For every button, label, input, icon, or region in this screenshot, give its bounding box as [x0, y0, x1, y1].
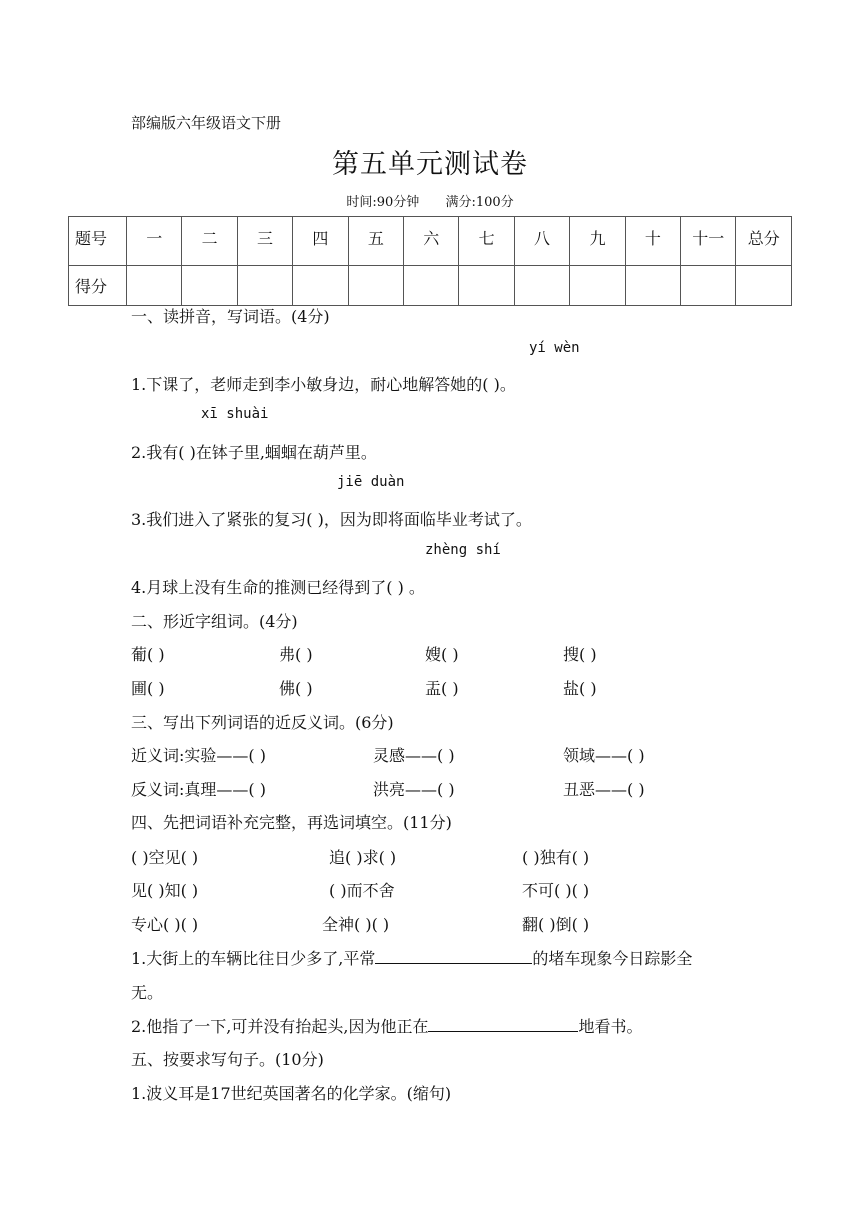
col-header: 总分	[736, 217, 792, 266]
score-cell[interactable]	[404, 266, 459, 306]
section-5-heading: 五、按要求写句子。(10分)	[131, 1050, 324, 1069]
fill-question-2-start: 2.他指了一下,可并没有抬起头,因为他正在	[131, 1017, 429, 1036]
idiom-item: 翻( )倒( )	[522, 915, 590, 934]
word-group-item: 盂( )	[425, 679, 459, 698]
score-cell[interactable]	[293, 266, 348, 306]
score-cell[interactable]	[514, 266, 569, 306]
section-2-heading: 二、形近字组词。(4分)	[131, 612, 298, 631]
idiom-item: 全神( )( )	[322, 915, 390, 934]
score-table-header-row	[69, 217, 792, 266]
col-header: 六	[404, 217, 459, 266]
pinyin-hint: jiē duàn	[337, 474, 405, 490]
score-cell[interactable]	[681, 266, 736, 306]
answer-blank[interactable]	[375, 962, 532, 964]
pinyin-hint: yí wèn	[529, 340, 580, 356]
score-table-score-row	[69, 266, 792, 306]
fill-question-1-start: 1.大街上的车辆比往日少多了,平常	[131, 949, 376, 968]
col-header: 五	[348, 217, 403, 266]
col-header: 十	[625, 217, 680, 266]
score-cell[interactable]	[182, 266, 237, 306]
col-header: 七	[459, 217, 514, 266]
idiom-item: 追( )求( )	[329, 848, 397, 867]
score-cell[interactable]	[736, 266, 792, 306]
answer-blank[interactable]	[428, 1030, 578, 1032]
word-group-item: 搜( )	[563, 645, 597, 664]
col-header: 二	[182, 217, 237, 266]
section-4-heading: 四、先把词语补充完整，再选词填空。(11分)	[131, 813, 452, 832]
idiom-item: ( )独有( )	[522, 848, 590, 867]
pinyin-hint: zhèng shí	[425, 542, 501, 558]
idiom-item: ( )而不舍	[329, 881, 395, 900]
question-number-label: 题号	[69, 217, 127, 266]
idiom-item: ( )空见( )	[131, 848, 199, 867]
col-header: 三	[237, 217, 292, 266]
score-label: 得分	[69, 266, 127, 306]
idiom-item: 不可( )( )	[522, 881, 590, 900]
sentence-question-1: 1.波义耳是17世纪英国著名的化学家。(缩句)	[131, 1084, 452, 1103]
fill-question-1-wrap: 无。	[131, 983, 164, 1002]
col-header: 九	[570, 217, 625, 266]
antonym-item: 丑恶——( )	[563, 780, 645, 799]
word-group-item: 嫂( )	[425, 645, 459, 664]
section-3-heading: 三、写出下列词语的近反义词。(6分)	[131, 713, 394, 732]
page-title: 第五单元测试卷	[332, 149, 528, 180]
word-group-item: 弗( )	[279, 645, 313, 664]
exam-meta	[0, 191, 860, 210]
antonym-item: 反义词:真理——( )	[131, 780, 266, 799]
word-group-item: 圃( )	[131, 679, 165, 698]
synonym-item: 领域——( )	[563, 746, 645, 765]
pinyin-hint: xī shuài	[201, 406, 269, 422]
fill-question-2	[131, 1014, 642, 1037]
idiom-item: 见( )知( )	[131, 881, 199, 900]
score-cell[interactable]	[570, 266, 625, 306]
section-1-heading: 一、读拼音，写词语。(4分)	[131, 307, 330, 326]
idiom-item: 专心( )( )	[131, 915, 199, 934]
col-header: 十一	[681, 217, 736, 266]
question-text: 3.我们进入了紧张的复习( )，因为即将面临毕业考试了。	[131, 510, 532, 529]
synonym-item: 灵感——( )	[373, 746, 455, 765]
col-header: 八	[514, 217, 569, 266]
score-cell[interactable]	[459, 266, 514, 306]
subject-label: 部编版六年级语文下册	[131, 114, 282, 132]
question-text: 2.我有( )在钵子里,蝈蝈在葫芦里。	[131, 443, 377, 462]
score-cell[interactable]	[237, 266, 292, 306]
score-cell[interactable]	[127, 266, 182, 306]
synonym-item: 近义词:实验——( )	[131, 746, 266, 765]
antonym-item: 洪亮——( )	[373, 780, 455, 799]
word-group-item: 葡( )	[131, 645, 165, 664]
fill-question-1-end: 的堵车现象今日踪影全	[532, 949, 693, 968]
col-header: 一	[127, 217, 182, 266]
col-header: 四	[293, 217, 348, 266]
score-table	[68, 216, 792, 306]
score-cell[interactable]	[348, 266, 403, 306]
score-cell[interactable]	[625, 266, 680, 306]
full-score: 满分:100分	[445, 195, 514, 210]
question-text: 4.月球上没有生命的推测已经得到了( ) 。	[131, 578, 425, 597]
word-group-item: 佛( )	[279, 679, 313, 698]
question-text: 1.下课了，老师走到李小敏身边，耐心地解答她的( )。	[131, 375, 516, 394]
word-group-item: 盐( )	[563, 679, 597, 698]
fill-question-2-end: 地看书。	[578, 1017, 643, 1036]
fill-question-1	[131, 946, 692, 969]
time-limit: 时间:90分钟	[346, 195, 420, 210]
